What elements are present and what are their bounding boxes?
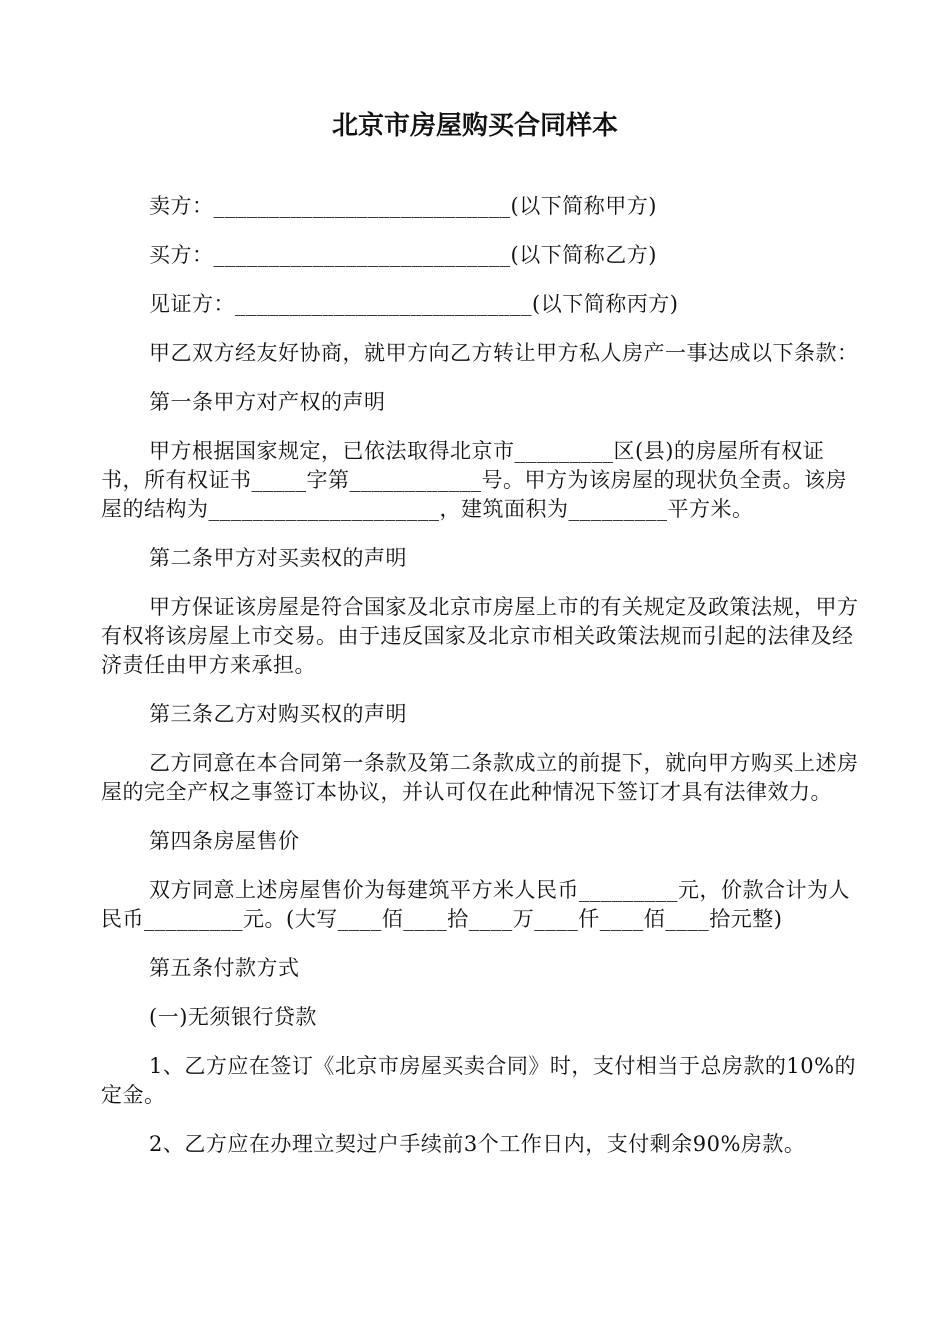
- article-4-text: 双方同意上述房屋售价为每建筑平方米人民币_________元，价款合计为人民币_________元。(大写____佰____拾____万____仟____佰____拾元整): [101, 878, 850, 931]
- document-body: [101, 192, 861, 1179]
- witness-line: 见证方：___________________________(以下简称丙方): [149, 292, 679, 316]
- seller-line: 卖方：___________________________(以下简称甲方): [149, 194, 657, 218]
- intro-paragraph: 甲乙双方经友好协商，就甲方向乙方转让甲方私人房产一事达成以下条款：: [149, 341, 859, 365]
- article-1-heading: 第一条甲方对产权的声明: [149, 390, 386, 414]
- article-5-subheading: (一)无须银行贷款: [149, 1005, 317, 1029]
- article-2-heading: 第二条甲方对买卖权的声明: [149, 546, 407, 570]
- buyer-line: 买方：___________________________(以下简称乙方): [149, 243, 657, 267]
- article-5-item-2: 2、乙方应在办理立契过户手续前3个工作日内，支付剩余90%房款。: [149, 1132, 806, 1156]
- article-1-text: 甲方根据国家规定，已依法取得北京市_________区(县)的房屋所有权证书，所有权证书_____字第____________号。甲方为该房屋的现状负全责。该房屋的结构为_____________________，建筑面积为_________平方米。: [101, 439, 847, 521]
- article-5-item-1: 1、乙方应在签订《北京市房屋买卖合同》时，支付相当于总房款的10%的定金。: [101, 1054, 857, 1107]
- document-title: 北京市房屋购买合同样本: [331, 111, 618, 141]
- article-3-text: 乙方同意在本合同第一条款及第二条款成立的前提下，就向甲方购买上述房屋的完全产权之事签订本协议，并认可仅在此种情况下签订才具有法律效力。: [101, 751, 859, 804]
- article-4-heading: 第四条房屋售价: [149, 829, 300, 853]
- article-5-heading: 第五条付款方式: [149, 956, 300, 980]
- article-3-heading: 第三条乙方对购买权的声明: [149, 702, 407, 726]
- article-2-text: 甲方保证该房屋是符合国家及北京市房屋上市的有关规定及政策法规，甲方有权将该房屋上市交易。由于违反国家及北京市相关政策法规而引起的法律及经济责任由甲方来承担。: [101, 595, 859, 677]
